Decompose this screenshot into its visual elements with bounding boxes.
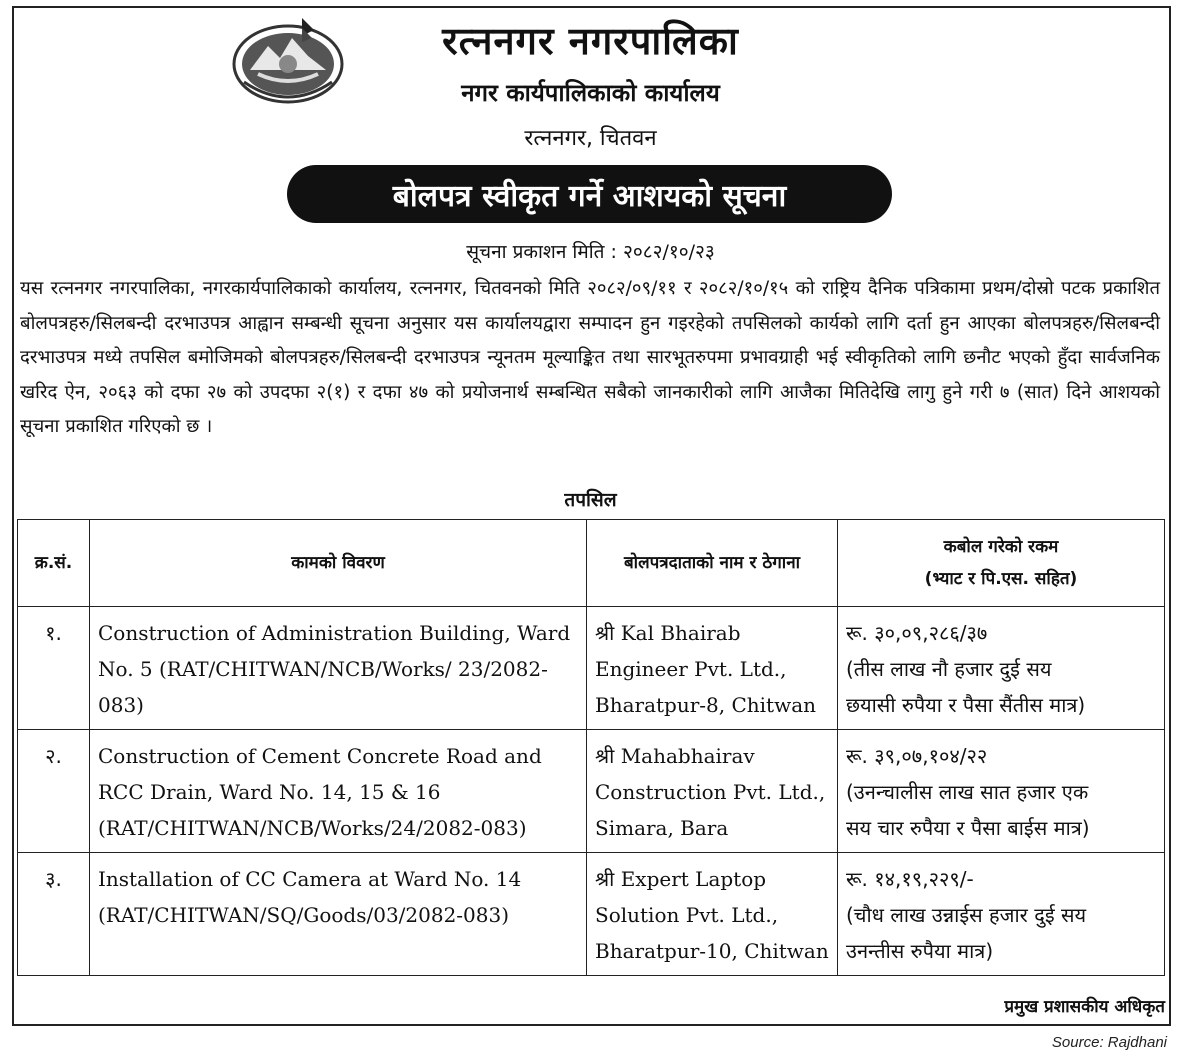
table-row bbox=[18, 853, 1165, 976]
table-row bbox=[18, 730, 1165, 853]
header-amount: कबोल गरेको रकम (भ्याट र पि.एस. सहित) bbox=[838, 520, 1165, 607]
signatory-title: प्रमुख प्रशासकीय अधिकृत bbox=[1004, 997, 1165, 1017]
municipality-name: रत्ननगर नगरपालिका bbox=[442, 19, 739, 63]
row-description: Installation of CC Camera at Ward No. 14 (RAT/CHITWAN/SQ/Goods/03/2082-083) bbox=[90, 853, 587, 976]
row-sn: २. bbox=[18, 730, 90, 853]
row-bidder: श्री Kal Bhairab Engineer Pvt. Ltd., Bharatpur-8, Chitwan bbox=[587, 607, 838, 730]
header-bidder: बोलपत्रदाताको नाम र ठेगाना bbox=[587, 520, 838, 607]
notice-title-banner bbox=[287, 165, 892, 223]
notice-body-paragraph: यस रत्ननगर नगरपालिका, नगरकार्यपालिकाको कार्यालय, रत्ननगर, चितवनको मिति २०८२/०९/११ र २०८२/१०/१५ को राष्ट्रिय दैनिक पत्रिकामा प्रथम/दोस्रो पटक प्रकाशित बोलपत्रहरु/सिलबन्दी दरभाउपत्र आह्वान सम्बन्धी सूचना अनुसार यस कार्यालयद्वारा सम्पादन हुन गइरहेको तपसिलको कार्यको लागि दर्ता हुन आएका बोलपत्रहरु/सिलबन्दी दरभाउपत्र मध्ये तपसिल बमोजिमको बोलपत्रहरु/सिलबन्दी दरभाउपत्र न्यूनतम मूल्याङ्कित तथा सारभूतरुपमा प्रभावग्राही भई स्वीकृतिको लागि छनौट भएको हुँदा सार्वजनिक खरिद ऐन, २०६३ को दफा २७ को उपदफा २(१) र दफा ४७ को प्रयोजनार्थ सम्बन्धित सबैको जानकारीको लागि आजैका मितिदेखि लागु हुने गरी ७ (सात) दिने आशयको सूचना प्रकाशित गरिएको छ । bbox=[20, 278, 1160, 437]
source-credit: Source: Rajdhani bbox=[1051, 1034, 1167, 1051]
schedule-title: तपसिल bbox=[564, 489, 617, 511]
row-amount: रू. ३९,०७,१०४/२२ (उनन्चालीस लाख सात हजार एक सय चार रुपैया र पैसा बाईस मात्र) bbox=[838, 730, 1165, 853]
schedule-table bbox=[17, 519, 1165, 976]
notice-title: बोलपत्र स्वीकृत गर्ने आशयको सूचना bbox=[392, 178, 787, 214]
row-bidder: श्री Expert Laptop Solution Pvt. Ltd., Bharatpur-10, Chitwan bbox=[587, 853, 838, 976]
header-sn: क्र.सं. bbox=[18, 520, 90, 607]
row-amount: रू. ३०,०९,२८६/३७ (तीस लाख नौ हजार दुई सय छयासी रुपैया र पैसा सैंतीस मात्र) bbox=[838, 607, 1165, 730]
row-amount: रू. १४,१९,२२९/- (चौध लाख उन्नाईस हजार दुई सय उनन्तीस रुपैया मात्र) bbox=[838, 853, 1165, 976]
schedule-header-row bbox=[18, 520, 1165, 607]
office-name: नगर कार्यपालिकाको कार्यालय bbox=[461, 79, 720, 107]
row-description: Construction of Administration Building, Ward No. 5 (RAT/CHITWAN/NCB/Works/ 23/2082-083) bbox=[90, 607, 587, 730]
office-address: रत्ननगर, चितवन bbox=[524, 126, 657, 151]
row-description: Construction of Cement Concrete Road and RCC Drain, Ward No. 14, 15 & 16 (RAT/CHITWAN/NCB/Works/24/2082-083) bbox=[90, 730, 587, 853]
row-sn: १. bbox=[18, 607, 90, 730]
table-row bbox=[18, 607, 1165, 730]
row-sn: ३. bbox=[18, 853, 90, 976]
publication-date: सूचना प्रकाशन मिति : २०८२/१०/२३ bbox=[466, 241, 715, 263]
row-bidder: श्री Mahabhairav Construction Pvt. Ltd., Simara, Bara bbox=[587, 730, 838, 853]
header-description: कामको विवरण bbox=[90, 520, 587, 607]
